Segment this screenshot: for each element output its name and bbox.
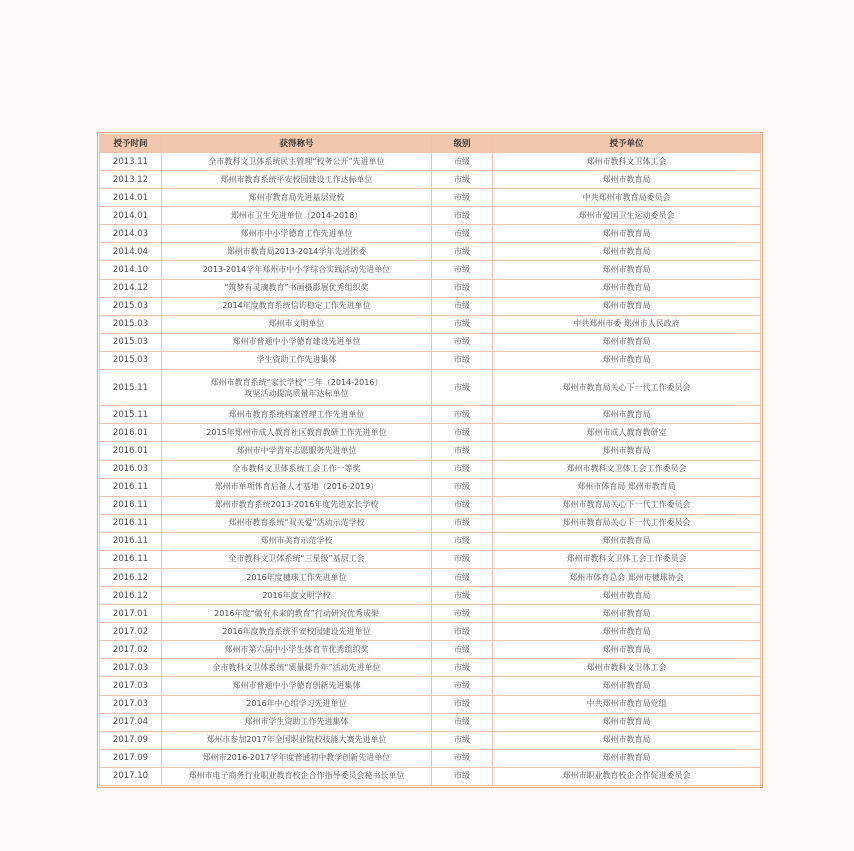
cell-award-date: 2016.01	[100, 442, 162, 460]
cell-granting-unit: 郑州市教育局	[493, 442, 761, 460]
cell-award-date: 2013.11	[100, 153, 162, 171]
cell-granting-unit: 郑州市教育局	[493, 333, 761, 351]
table-row	[100, 261, 761, 279]
cell-award-level: 市级	[432, 315, 493, 333]
cell-award-level: 市级	[432, 424, 493, 442]
header-row	[100, 135, 761, 153]
cell-award-level: 市级	[432, 677, 493, 695]
cell-granting-unit: 郑州市成人教育教研室	[493, 424, 761, 442]
cell-award-date: 2016.11	[100, 532, 162, 550]
cell-granting-unit: 郑州市爱国卫生运动委员会	[493, 207, 761, 225]
cell-award-title: 郑州市普通中小学德育创新先进集体	[162, 677, 432, 695]
cell-award-date: 2017.03	[100, 659, 162, 677]
header-award-title: 获得称号	[162, 135, 432, 153]
cell-award-date: 2017.09	[100, 731, 162, 749]
table-row	[100, 279, 761, 297]
cell-award-title: 郑州市美育示范学校	[162, 532, 432, 550]
cell-award-date: 2016.11	[100, 514, 162, 532]
cell-award-date: 2017.09	[100, 749, 162, 767]
table-header	[100, 135, 761, 153]
cell-granting-unit: 郑州市教育局	[493, 677, 761, 695]
cell-award-date: 2017.02	[100, 623, 162, 641]
cell-award-level: 市级	[432, 496, 493, 514]
cell-award-title: 全市教科文卫体系统“质量提升年”活动先进单位	[162, 659, 432, 677]
cell-award-date: 2017.10	[100, 767, 162, 785]
cell-award-title: 2016年中心组学习先进单位	[162, 695, 432, 713]
cell-award-date: 2015.11	[100, 369, 162, 405]
cell-award-level: 市级	[432, 478, 493, 496]
cell-award-level: 市级	[432, 569, 493, 587]
cell-granting-unit: 郑州市教科文卫体工会工作委员会	[493, 550, 761, 568]
table-row	[100, 550, 761, 568]
cell-award-date: 2016.12	[100, 587, 162, 605]
header-award-date: 授予时间	[100, 135, 162, 153]
cell-award-title: “筑梦有灵魂教育”书画摄影展优秀组织奖	[162, 279, 432, 297]
table-body	[100, 153, 761, 786]
cell-award-title: 2015年郑州市成人教育社区教育教研工作先进单位	[162, 424, 432, 442]
table-row	[100, 460, 761, 478]
table-row	[100, 532, 761, 550]
cell-award-title: 学生资助工作先进集体	[162, 351, 432, 369]
table-row	[100, 587, 761, 605]
cell-granting-unit: 郑州市教育局	[493, 749, 761, 767]
cell-award-level: 市级	[432, 369, 493, 405]
table-row	[100, 677, 761, 695]
cell-award-date: 2016.11	[100, 478, 162, 496]
cell-award-date: 2016.11	[100, 550, 162, 568]
cell-granting-unit: 郑州市体育局 郑州市教育局	[493, 478, 761, 496]
table-row	[100, 351, 761, 369]
table-row	[100, 767, 761, 785]
cell-award-title: 郑州市教育局2013-2014学年先进团委	[162, 243, 432, 261]
cell-award-title: 郑州市教育系统“家长学校”三年（2014-2016） 攻坚活动提高质量年达标单位	[162, 369, 432, 405]
table-row	[100, 659, 761, 677]
cell-granting-unit: 郑州市教育局关心下一代工作委员会	[493, 369, 761, 405]
cell-granting-unit: 郑州市教育局	[493, 225, 761, 243]
cell-award-date: 2014.03	[100, 225, 162, 243]
cell-award-title: 全市教科文卫体系统工会工作一等奖	[162, 460, 432, 478]
table-row	[100, 171, 761, 189]
cell-award-level: 市级	[432, 297, 493, 315]
awards-table-container	[97, 132, 763, 788]
cell-award-level: 市级	[432, 171, 493, 189]
cell-award-title: 2016年度“做有未来的教育”行动研究优秀成果	[162, 605, 432, 623]
cell-award-date: 2017.04	[100, 713, 162, 731]
table-row	[100, 225, 761, 243]
cell-award-title: 郑州市卫生先进单位（2014-2018）	[162, 207, 432, 225]
cell-granting-unit: 中共郑州市教育局党组	[493, 695, 761, 713]
table-row	[100, 315, 761, 333]
cell-award-date: 2015.03	[100, 351, 162, 369]
cell-award-level: 市级	[432, 767, 493, 785]
cell-granting-unit: 郑州市教育局	[493, 623, 761, 641]
cell-award-title: 2016年度教育系统平安校园建设先进单位	[162, 623, 432, 641]
cell-award-level: 市级	[432, 731, 493, 749]
table-row	[100, 333, 761, 351]
table-row	[100, 695, 761, 713]
table-row	[100, 496, 761, 514]
cell-granting-unit: 郑州市教育局	[493, 351, 761, 369]
cell-award-title: 郑州市文明单位	[162, 315, 432, 333]
cell-award-date: 2013.12	[100, 171, 162, 189]
cell-award-date: 2014.12	[100, 279, 162, 297]
cell-award-title: 郑州市中学青年志愿服务先进单位	[162, 442, 432, 460]
cell-award-level: 市级	[432, 587, 493, 605]
cell-award-title: 郑州市教育系统2013-2016年度先进家长学校	[162, 496, 432, 514]
cell-award-title: 郑州市教育局先进基层党校	[162, 189, 432, 207]
table-row	[100, 442, 761, 460]
table-row	[100, 297, 761, 315]
cell-award-date: 2016.12	[100, 569, 162, 587]
cell-award-level: 市级	[432, 207, 493, 225]
table-row	[100, 369, 761, 405]
cell-granting-unit: 中共郑州市教育局委员会	[493, 189, 761, 207]
cell-award-title: 郑州市中小学德育工作先进单位	[162, 225, 432, 243]
cell-award-date: 2015.03	[100, 297, 162, 315]
cell-award-level: 市级	[432, 442, 493, 460]
cell-granting-unit: 郑州市教育局	[493, 171, 761, 189]
cell-granting-unit: 郑州市教育局	[493, 243, 761, 261]
cell-award-level: 市级	[432, 749, 493, 767]
cell-award-title: 郑州市教育系统平安校园建设工作达标单位	[162, 171, 432, 189]
cell-award-level: 市级	[432, 153, 493, 171]
cell-award-title: 郑州市参加2017年全国职业院校技能大赛先进单位	[162, 731, 432, 749]
cell-award-title: 2014年度教育系统信访稳定工作先进单位	[162, 297, 432, 315]
cell-granting-unit: 郑州市教育局	[493, 532, 761, 550]
cell-granting-unit: 郑州市教育局	[493, 279, 761, 297]
cell-award-level: 市级	[432, 605, 493, 623]
cell-award-date: 2014.04	[100, 243, 162, 261]
cell-award-date: 2016.01	[100, 424, 162, 442]
cell-award-title: 郑州市教育系统“双关爱”活动示范学校	[162, 514, 432, 532]
cell-award-title: 郑州市第六届中小学生体育节优秀组织奖	[162, 641, 432, 659]
cell-award-level: 市级	[432, 406, 493, 424]
cell-award-date: 2015.03	[100, 315, 162, 333]
cell-award-title: 郑州市2016-2017学年度普通初中教学创新先进单位	[162, 749, 432, 767]
cell-award-date: 2015.03	[100, 333, 162, 351]
table-row	[100, 749, 761, 767]
cell-granting-unit: 郑州市教育局	[493, 406, 761, 424]
cell-award-title: 2013-2014学年郑州市中小学综合实践活动先进单位	[162, 261, 432, 279]
table-row	[100, 243, 761, 261]
cell-award-date: 2017.03	[100, 677, 162, 695]
cell-award-title: 2016年度文明学校	[162, 587, 432, 605]
table-row	[100, 605, 761, 623]
cell-award-title: 全市教科文卫体系统民主管理“校务公开”先进单位	[162, 153, 432, 171]
table-row	[100, 478, 761, 496]
cell-award-title: 郑州市电子商务行业职业教育校企合作指导委员会秘书长单位	[162, 767, 432, 785]
table-row	[100, 623, 761, 641]
cell-granting-unit: 郑州市教育局	[493, 641, 761, 659]
cell-award-level: 市级	[432, 532, 493, 550]
cell-award-level: 市级	[432, 189, 493, 207]
table-row	[100, 731, 761, 749]
cell-award-title: 郑州市普通中小学德育建设先进单位	[162, 333, 432, 351]
table-row	[100, 514, 761, 532]
table-row	[100, 406, 761, 424]
cell-award-level: 市级	[432, 514, 493, 532]
table-row	[100, 641, 761, 659]
cell-award-date: 2015.11	[100, 406, 162, 424]
cell-granting-unit: 郑州市教育局关心下一代工作委员会	[493, 496, 761, 514]
cell-granting-unit: 中共郑州市委 郑州市人民政府	[493, 315, 761, 333]
cell-award-date: 2014.01	[100, 207, 162, 225]
cell-granting-unit: 郑州市教育局关心下一代工作委员会	[493, 514, 761, 532]
cell-granting-unit: 郑州市体育总会 郑州市毽球协会	[493, 569, 761, 587]
awards-table	[99, 134, 761, 786]
cell-award-level: 市级	[432, 460, 493, 478]
cell-award-level: 市级	[432, 243, 493, 261]
cell-award-title: 郑州市单项体育后备人才基地（2016-2019）	[162, 478, 432, 496]
cell-award-level: 市级	[432, 550, 493, 568]
cell-award-level: 市级	[432, 225, 493, 243]
cell-award-level: 市级	[432, 333, 493, 351]
cell-granting-unit: 郑州市教育局	[493, 605, 761, 623]
table-row	[100, 189, 761, 207]
cell-award-date: 2014.01	[100, 189, 162, 207]
cell-award-date: 2014.10	[100, 261, 162, 279]
header-level: 级别	[432, 135, 493, 153]
cell-award-date: 2016.11	[100, 496, 162, 514]
table-row	[100, 153, 761, 171]
cell-award-level: 市级	[432, 659, 493, 677]
cell-award-level: 市级	[432, 713, 493, 731]
table-row	[100, 569, 761, 587]
cell-granting-unit: 郑州市教育局	[493, 731, 761, 749]
cell-award-title: 2016年度毽球工作先进单位	[162, 569, 432, 587]
header-granting-unit: 授予单位	[493, 135, 761, 153]
cell-award-title: 郑州市教育系统档案管理工作先进单位	[162, 406, 432, 424]
cell-award-level: 市级	[432, 641, 493, 659]
cell-award-level: 市级	[432, 261, 493, 279]
cell-award-title: 全市教科文卫体系统“三星级”基层工会	[162, 550, 432, 568]
cell-granting-unit: 郑州市教育局	[493, 297, 761, 315]
cell-award-date: 2017.01	[100, 605, 162, 623]
cell-granting-unit: 郑州市教科文卫体工会工作委员会	[493, 460, 761, 478]
cell-granting-unit: 郑州市教科文卫体工会	[493, 659, 761, 677]
cell-award-level: 市级	[432, 351, 493, 369]
cell-award-title: 郑州市学生资助工作先进集体	[162, 713, 432, 731]
table-row	[100, 713, 761, 731]
cell-award-date: 2017.03	[100, 695, 162, 713]
table-row	[100, 424, 761, 442]
cell-award-level: 市级	[432, 279, 493, 297]
table-row	[100, 207, 761, 225]
cell-award-date: 2016.03	[100, 460, 162, 478]
cell-award-level: 市级	[432, 695, 493, 713]
cell-award-level: 市级	[432, 623, 493, 641]
cell-granting-unit: 郑州市教育局	[493, 261, 761, 279]
cell-granting-unit: 郑州市教育局	[493, 587, 761, 605]
cell-award-date: 2017.02	[100, 641, 162, 659]
cell-granting-unit: 郑州市教科文卫体工会	[493, 153, 761, 171]
cell-granting-unit: 郑州市教育局	[493, 713, 761, 731]
cell-granting-unit: 郑州市职业教育校企合作促进委员会	[493, 767, 761, 785]
